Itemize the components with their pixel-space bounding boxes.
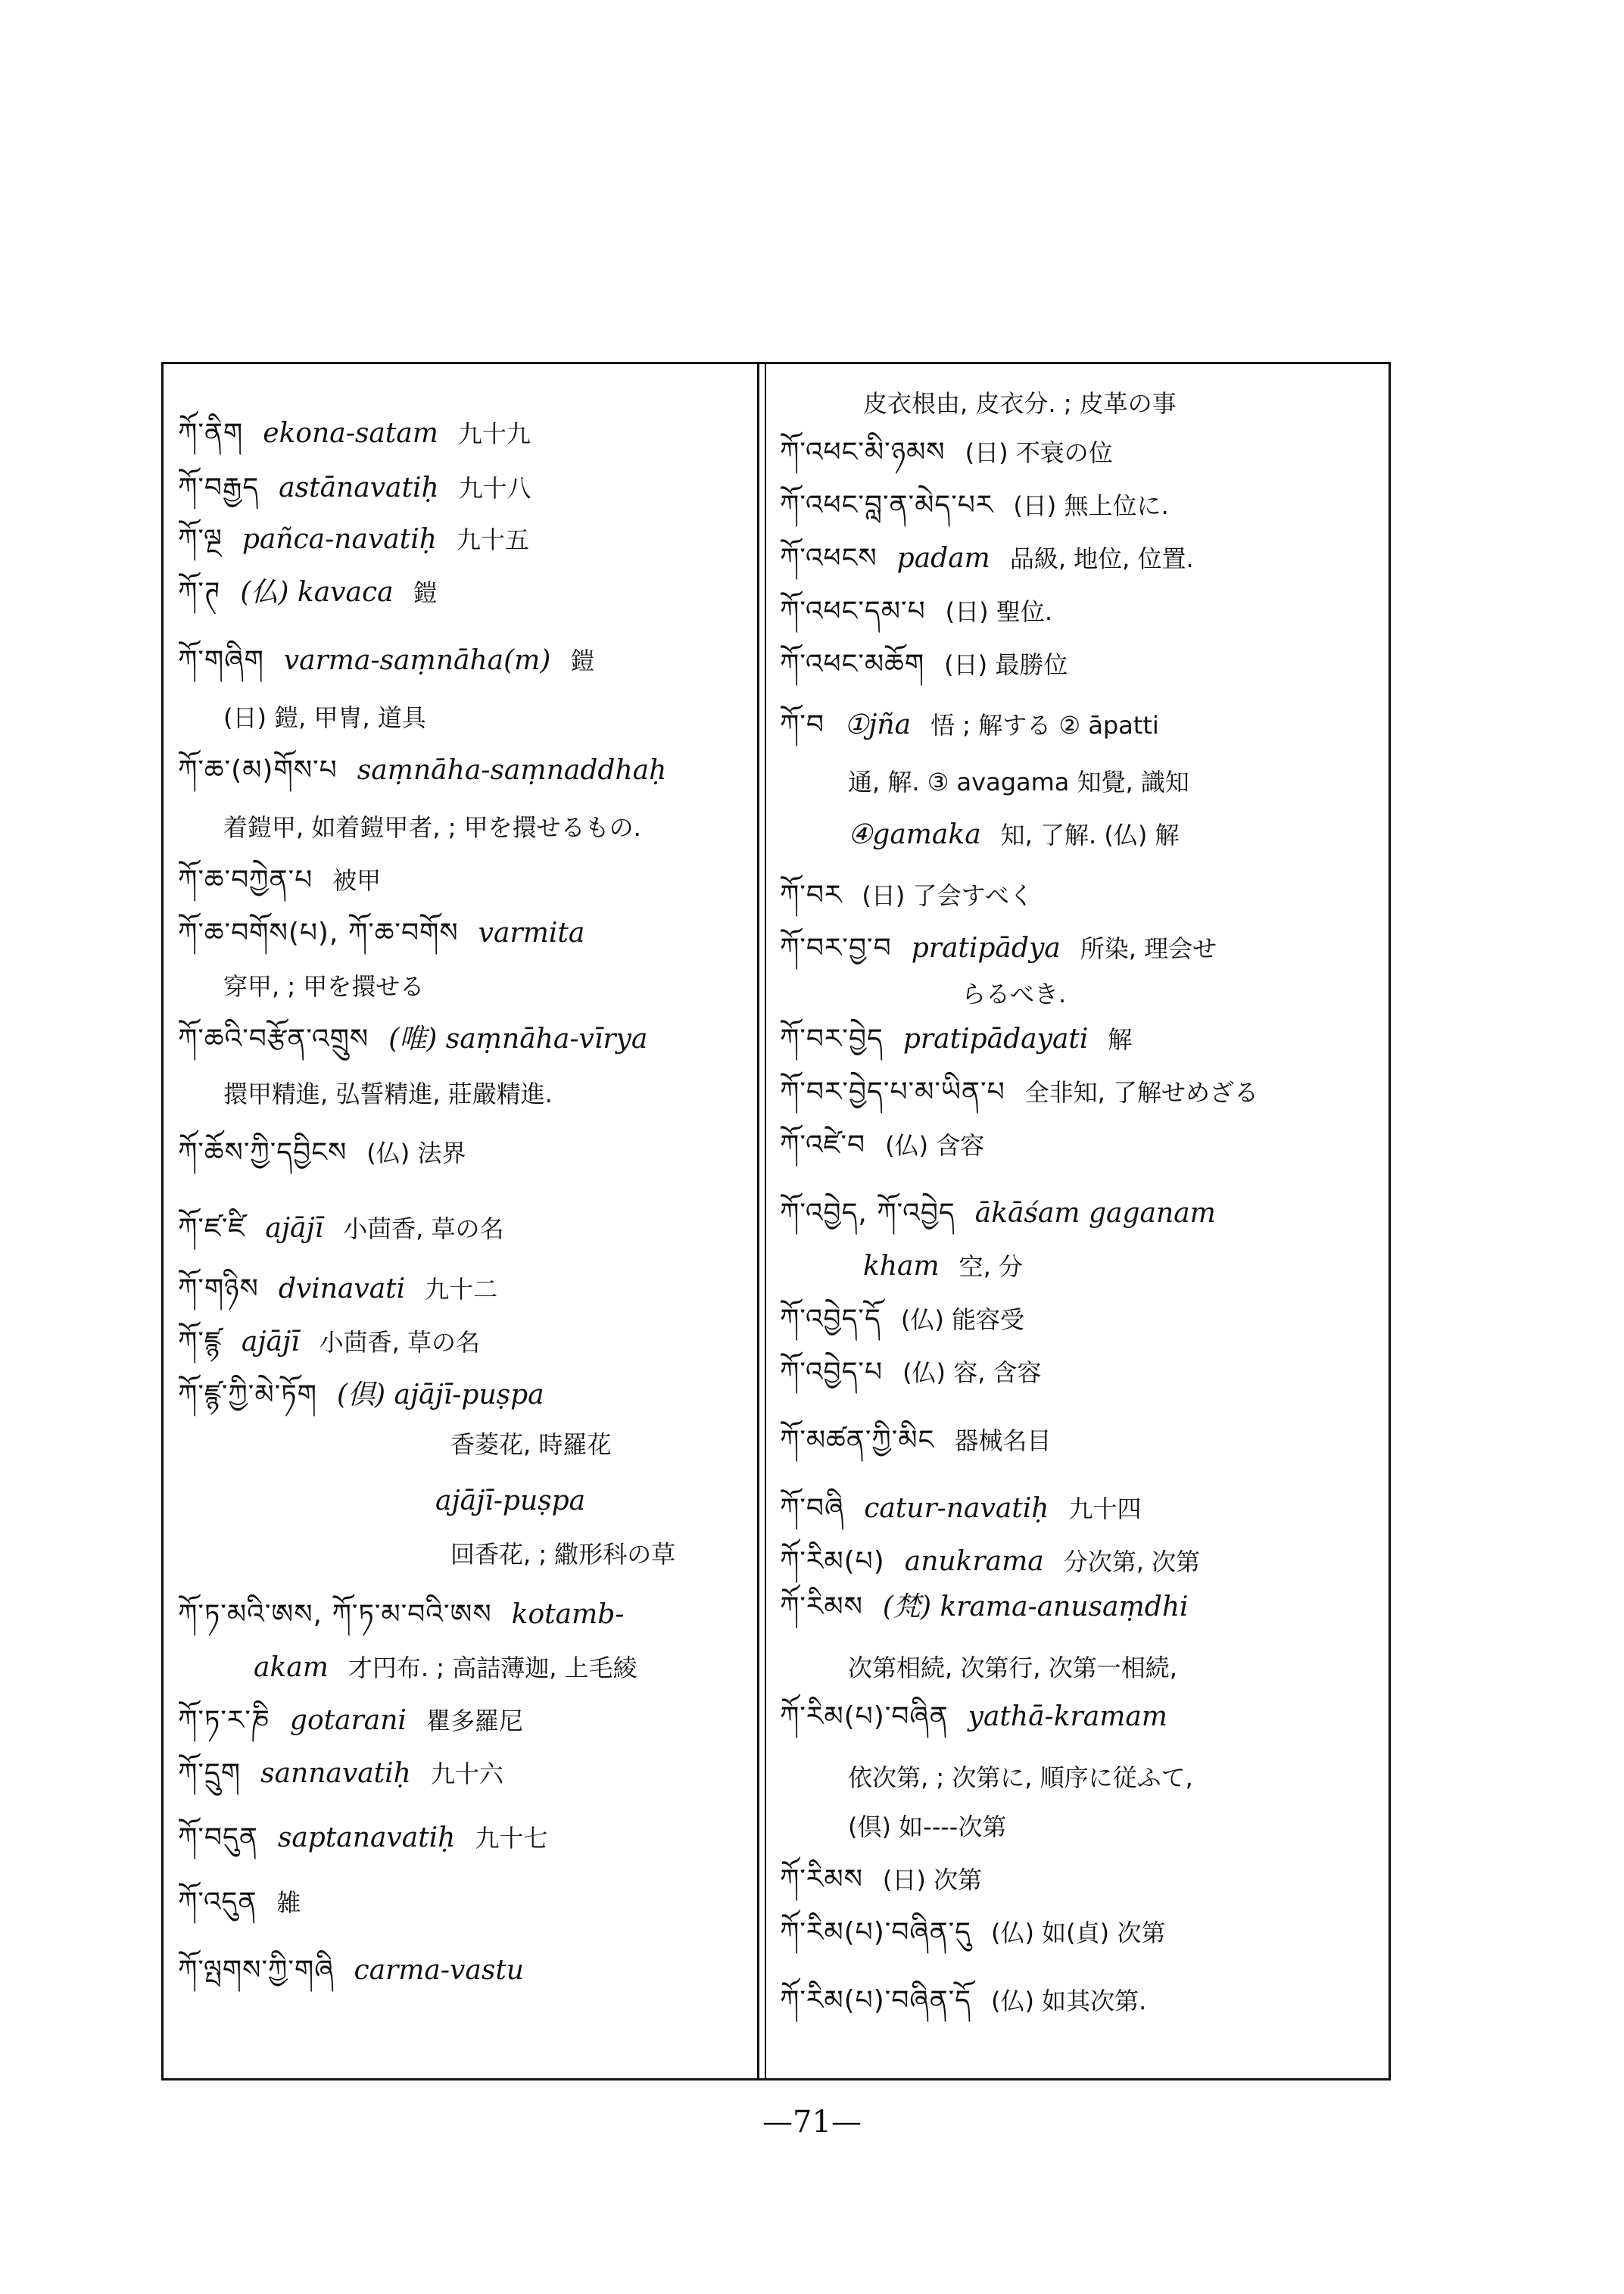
sanskrit-term: ajājī — [241, 1326, 300, 1357]
entry-line — [780, 1196, 1236, 1230]
sanskrit-term: ekona-satam — [263, 418, 438, 449]
tibetan-headword: ཀོ་འབྱེད, ཀོ་འབྱེད — [780, 1198, 955, 1229]
gloss-text: (日) 最勝位 — [944, 650, 1068, 679]
gloss-text: 才円布. ; 高詰薄迦, 上毛綾 — [348, 1653, 637, 1682]
entry-line — [780, 594, 1072, 628]
gloss-text: (仏) 如(貞) 次第 — [991, 1918, 1166, 1947]
entry-line — [848, 1809, 1026, 1844]
gloss-text: 次第相続, 次第行, 次第一相続, — [848, 1653, 1177, 1682]
page-number: —71— — [762, 2105, 862, 2140]
entry-line — [178, 863, 401, 897]
gloss-text: 雑 — [276, 1888, 301, 1917]
entry-line — [780, 1915, 1185, 1950]
entry-line — [178, 1022, 667, 1056]
tibetan-headword: ཀོ་ཆ་(མ)གོས་པ — [178, 755, 338, 786]
sanskrit-term: kham — [863, 1251, 940, 1282]
gloss-text: 鎧 — [570, 647, 595, 675]
entry-line — [178, 1325, 500, 1359]
entry-line — [178, 1821, 567, 1855]
sanskrit-term: ajājī — [265, 1213, 324, 1244]
tibetan-headword: ཀོ་རིམས — [780, 1591, 863, 1622]
entry-line — [780, 1700, 1187, 1734]
sanskrit-term: ajājī-puṣpa — [435, 1485, 586, 1516]
entry-line — [178, 1136, 485, 1170]
tibetan-headword: ཀོ་འཕངས — [780, 543, 877, 574]
tibetan-headword: ཀོ་འབྱེད་པ — [780, 1357, 884, 1388]
tibetan-headword: ཀོ་བར་བྱ་བ — [780, 933, 892, 964]
gloss-text: 香菱花, 時羅花 — [450, 1430, 612, 1459]
gloss-text: (日) 了会すべく — [862, 881, 1033, 910]
entry-line — [848, 818, 1199, 852]
entry-line — [450, 1537, 695, 1571]
sanskrit-term: catur-navatiḥ — [864, 1493, 1049, 1524]
sanskrit-term: pratipādayati — [902, 1024, 1089, 1055]
gloss-text: 空, 分 — [959, 1252, 1023, 1281]
sanskrit-term: (仏) kavaca — [240, 577, 394, 608]
gloss-text: 解 — [1108, 1025, 1133, 1054]
sanskrit-term: saptanavatiḥ — [277, 1822, 456, 1853]
sanskrit-term: gotarani — [289, 1705, 407, 1736]
entry-line — [223, 969, 444, 1003]
gloss-text: (日) 次第 — [882, 1865, 983, 1894]
sanskrit-term: ākāśam gaganam — [974, 1198, 1216, 1229]
gloss-text: 知, 了解. (仏) 解 — [1000, 821, 1180, 849]
entry-line — [178, 1378, 564, 1412]
gloss-text: 品級, 地位, 位置. — [1009, 544, 1194, 573]
column-divider-inner — [765, 362, 766, 2080]
sanskrit-term: (梵) krama-anusaṃdhi — [882, 1591, 1189, 1622]
gloss-text: (仏) 含容 — [885, 1131, 985, 1160]
gloss-text: 悟 ; 解する ② āpatti — [930, 711, 1159, 740]
tibetan-headword: ཀོ་བཞི — [780, 1493, 845, 1524]
tibetan-headword: ཀོ་བར་བྱེད — [780, 1024, 884, 1055]
gloss-text: 被甲 — [332, 866, 382, 895]
gloss-text: (仏) 容, 含容 — [902, 1358, 1042, 1387]
entry-line — [450, 1427, 631, 1461]
sanskrit-term: kotamb- — [511, 1599, 625, 1630]
gloss-text: 所染, 理会せ — [1080, 934, 1217, 963]
gloss-text: 九十七 — [475, 1824, 548, 1853]
sanskrit-term: saṃnāha-saṃnaddhaḥ — [357, 755, 667, 786]
gloss-text: (日) 無上位に. — [1013, 491, 1169, 520]
tibetan-headword: ཀོ་བར — [780, 880, 843, 911]
entry-line — [962, 977, 1086, 1011]
sanskrit-term: sannavatiḥ — [260, 1758, 411, 1789]
sanskrit-term: akam — [254, 1652, 329, 1683]
entry-line — [780, 488, 1189, 522]
gloss-text: らるべき. — [962, 980, 1067, 1008]
gloss-text: 穿甲, ; 甲を擐せる — [223, 972, 425, 1001]
tibetan-headword: ཀོ་འཕང་མི་ཉམས — [780, 437, 946, 468]
gloss-text: 皮衣根由, 皮衣分. ; 皮革の事 — [863, 389, 1177, 418]
gloss-text: 分次第, 次第 — [1063, 1548, 1201, 1576]
tibetan-headword: ཀོ་རིམ(པ)་བཞིན་དོ — [780, 1985, 972, 2016]
gloss-text: 瞿多羅尼 — [425, 1706, 523, 1735]
entry-line — [780, 1022, 1152, 1056]
sanskrit-term: varma-saṃnāha(m) — [283, 645, 551, 676]
entry-line — [780, 1862, 1002, 1897]
gloss-text: 鎧 — [413, 578, 438, 607]
column-divider — [757, 362, 759, 2080]
sanskrit-term: ④gamaka — [848, 819, 981, 850]
entry-line — [848, 765, 1209, 799]
entry-line — [863, 1249, 1043, 1283]
gloss-text: (倶) 如----次第 — [848, 1812, 1007, 1841]
entry-line — [780, 931, 1236, 965]
sanskrit-term: astānavatiḥ — [279, 472, 439, 503]
sanskrit-term: anukrama — [904, 1546, 1044, 1577]
tibetan-headword: ཀོ་རིམ(པ) — [780, 1546, 885, 1577]
sanskrit-term: (倶) ajājī-puṣpa — [336, 1379, 544, 1410]
tibetan-headword: ཀོ་བདུན — [178, 1822, 258, 1853]
gloss-text: (仏) 能容受 — [900, 1305, 1024, 1334]
sanskrit-term: yathā-kramam — [968, 1701, 1167, 1732]
sanskrit-term: dvinavati — [278, 1273, 406, 1304]
tibetan-headword: ཀོ་དྲུག — [178, 1758, 242, 1789]
entry-line — [178, 522, 549, 556]
entry-line — [223, 810, 661, 844]
gloss-text: (仏) 如其次第. — [991, 1987, 1147, 2015]
entry-line — [178, 1885, 320, 1919]
gloss-text: 着鎧甲, 如着鎧甲者, ; 甲を擐せるもの. — [223, 813, 641, 842]
gloss-text: 九十五 — [456, 525, 529, 554]
entry-line — [178, 1756, 523, 1791]
tibetan-headword: ཀོ་འཕང་བླ་ན་མེད་པར — [780, 490, 994, 521]
gloss-text: 九十二 — [425, 1275, 498, 1304]
tibetan-headword: ཀོ་ཆ་བགོས(པ), ཀོ་ཆ་བགོས — [178, 918, 459, 949]
sanskrit-term: varmita — [478, 918, 585, 949]
entry-line — [780, 1590, 1208, 1624]
entry-line — [780, 1302, 1044, 1336]
tibetan-headword: ཀོ་ཛྙ་ཀྱི་མེ་ཏོག — [178, 1379, 317, 1410]
gloss-text: 通, 解. ③ avagama 知覺, 識知 — [848, 768, 1189, 796]
entry-line — [780, 1075, 1278, 1109]
gloss-text: 九十六 — [430, 1759, 503, 1788]
entry-line — [780, 878, 1053, 912]
sanskrit-term: carma-vastu — [354, 1955, 524, 1986]
sanskrit-term: ①jña — [843, 709, 912, 740]
entry-line — [254, 1650, 657, 1685]
entry-line — [178, 753, 686, 787]
tibetan-headword: ཀོ་འཕང་མཆོག — [780, 649, 925, 680]
tibetan-headword: ཀོ་གཞིག — [178, 645, 264, 676]
entry-line — [848, 1760, 1213, 1794]
tibetan-headword: ཀོ་ཊ — [178, 577, 221, 608]
sanskrit-term: (唯) saṃnāha-vīrya — [388, 1024, 648, 1055]
entry-line — [178, 575, 457, 609]
entry-line — [178, 1597, 644, 1632]
tibetan-headword: ཀོ་ཛ་ཛི — [178, 1213, 246, 1244]
entry-line — [223, 700, 446, 734]
entry-line — [178, 1703, 543, 1738]
gloss-text: (日) 鎧, 甲冑, 道具 — [223, 703, 426, 732]
gloss-text: 小茴香, 草の名 — [343, 1214, 504, 1243]
entry-line — [863, 386, 1196, 420]
gloss-text: (日) 不衰の位 — [965, 438, 1113, 467]
gloss-text: 器械名目 — [954, 1426, 1052, 1455]
gloss-text: 九十九 — [457, 419, 531, 448]
tibetan-headword: ཀོ་འདུན — [178, 1887, 257, 1918]
gloss-text: 擐甲精進, 弘誓精進, 莊嚴精進. — [223, 1080, 553, 1108]
tibetan-headword: ཀོ་རིམས — [780, 1864, 863, 1895]
gloss-text: (日) 聖位. — [945, 597, 1052, 626]
gloss-text: 九十四 — [1068, 1495, 1142, 1523]
tibetan-headword: ཀོ་ཏ་མའི་ཨས, ཀོ་ཏ་མ་བའི་ཨས — [178, 1599, 492, 1630]
entry-line — [178, 1211, 524, 1245]
tibetan-headword: ཀོ་ལྤགས་ཀྱི་གཞི — [178, 1955, 335, 1986]
gloss-text: 小茴香, 草の名 — [319, 1328, 480, 1357]
tibetan-headword: ཀོ་ཆོས་ཀྱི་དབྱིངས — [178, 1137, 348, 1168]
entry-line — [780, 1491, 1161, 1526]
entry-line — [780, 435, 1133, 469]
entry-line — [780, 708, 1179, 742]
tibetan-headword: ཀོ་འཛེ་བ — [780, 1130, 866, 1161]
gloss-text: (仏) 法界 — [366, 1139, 466, 1167]
sanskrit-term: padam — [896, 543, 990, 574]
tibetan-headword: ཀོ་རིམ(པ)་བཞིན — [780, 1701, 949, 1732]
tibetan-headword: ཀོ་བ — [780, 709, 824, 740]
tibetan-headword: ཀོ་འཕང་དམ་པ — [780, 596, 926, 627]
gloss-text: 依次第, ; 次第に, 順序に従ふて, — [848, 1763, 1193, 1792]
tibetan-headword: ཀོ་འབྱེད་དོ — [780, 1304, 881, 1335]
entry-line — [223, 1077, 572, 1111]
entry-line — [178, 471, 551, 505]
entry-line — [435, 1484, 605, 1518]
entry-line — [780, 1128, 1004, 1162]
tibetan-headword: ཀོ་མཚན་ཀྱི་མིང — [780, 1425, 935, 1456]
entry-line — [178, 416, 550, 450]
tibetan-headword: ཀོ་ནིག — [178, 418, 244, 449]
tibetan-headword: ཀོ་ཏ་ར་ཎི — [178, 1705, 270, 1736]
entry-line — [780, 1984, 1166, 2018]
entry-line — [178, 916, 604, 950]
entry-line — [848, 1650, 1197, 1685]
entry-line — [178, 1272, 517, 1306]
entry-line — [780, 1544, 1220, 1579]
tibetan-headword: ཀོ་བརྒྱད — [178, 472, 260, 503]
tibetan-headword: ཀོ་ཆའི་བརྩོན་འགྲུས — [178, 1024, 369, 1055]
tibetan-headword: ཀོ་ལྔ — [178, 524, 223, 555]
sanskrit-term: pañca-navatiḥ — [242, 524, 437, 555]
entry-line — [780, 541, 1214, 575]
tibetan-headword: ཀོ་རིམ(པ)་བཞིན་དུ — [780, 1917, 972, 1948]
sanskrit-term: pratipādya — [911, 933, 1061, 964]
entry-line — [178, 644, 614, 678]
gloss-text: 九十八 — [458, 474, 531, 503]
entry-line — [780, 1355, 1061, 1389]
entry-line — [178, 1953, 544, 1987]
entry-line — [780, 1423, 1071, 1457]
tibetan-headword: ཀོ་ཆ་བཀྱེན་པ — [178, 865, 313, 896]
gloss-text: 回香花, ; 繖形科の草 — [450, 1540, 676, 1569]
tibetan-headword: ཀོ་བར་བྱེད་པ་མ་ཡིན་པ — [780, 1077, 1005, 1108]
tibetan-headword: ཀོ་གཉིས — [178, 1273, 259, 1304]
entry-line — [780, 647, 1087, 681]
gloss-text: 全非知, 了解せめざる — [1024, 1078, 1259, 1107]
tibetan-headword: ཀོ་ཛྙ — [178, 1326, 222, 1357]
